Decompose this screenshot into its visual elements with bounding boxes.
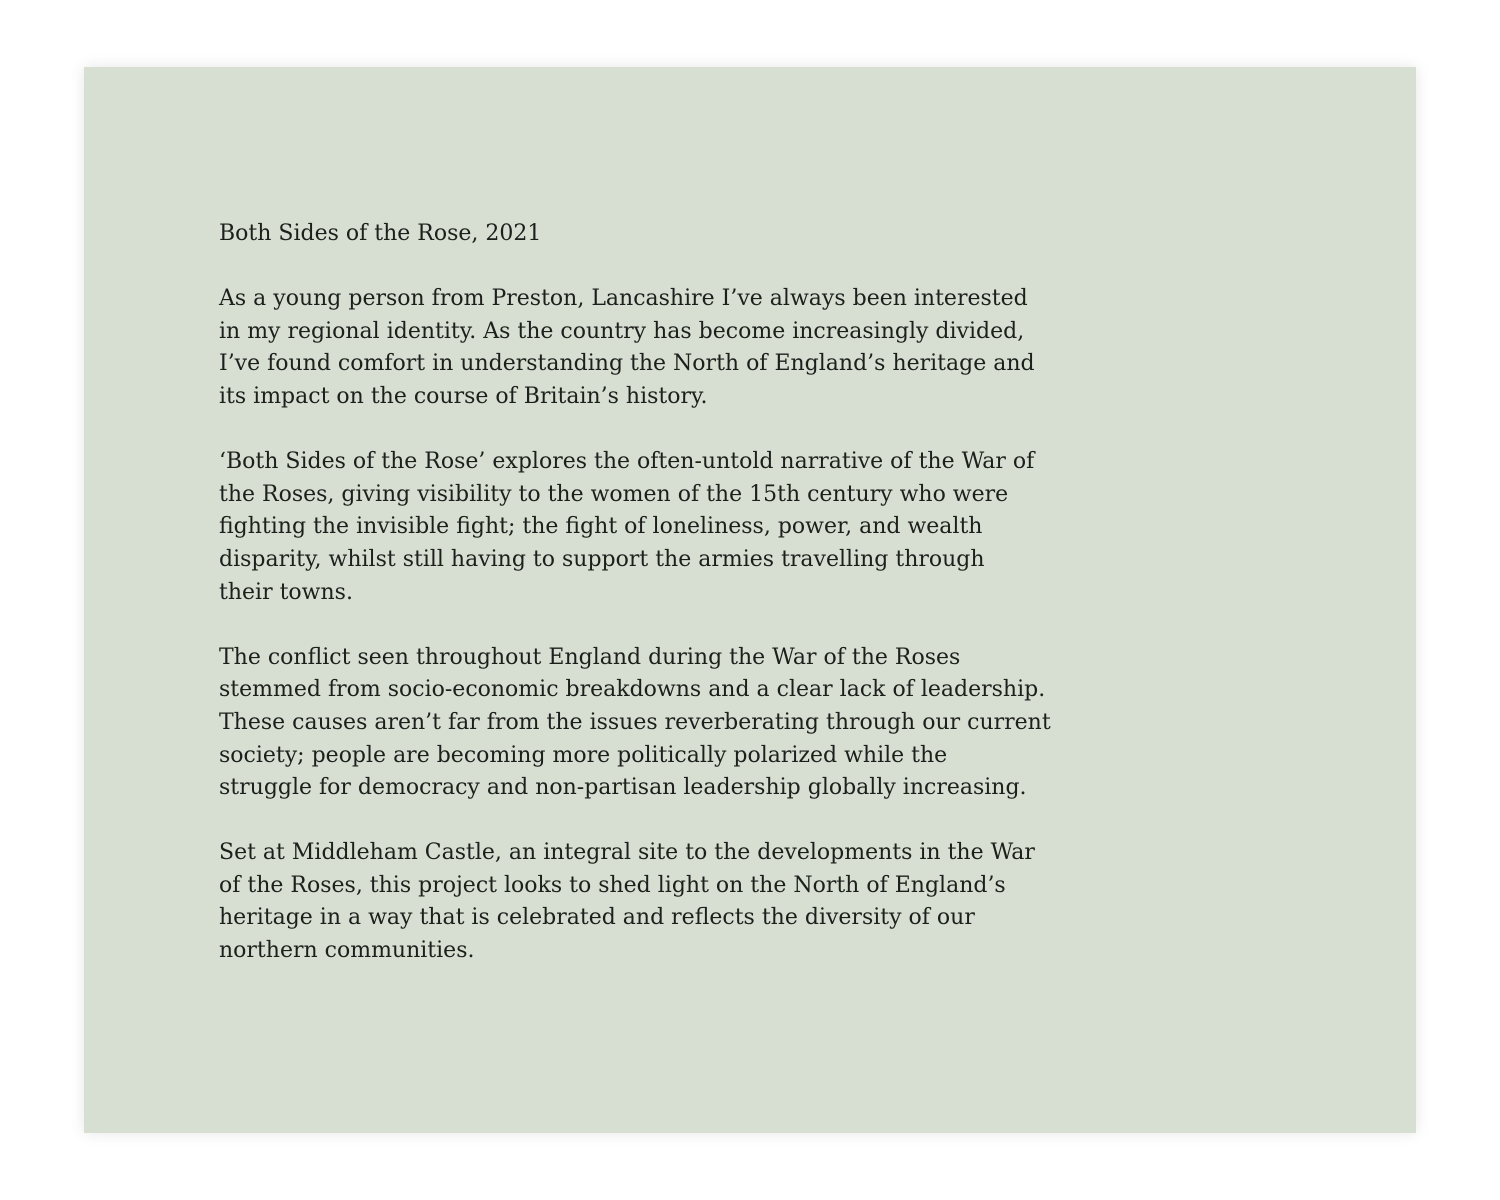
- paragraph-line: their towns.: [219, 579, 353, 605]
- paragraph-line: northern communities.: [219, 938, 475, 964]
- paragraph-line: I’ve found comfort in understanding the North of England’s heritage and: [219, 351, 1035, 377]
- paragraph-line: As a young person from Preston, Lancashire I’ve always been interested: [219, 286, 1028, 312]
- paragraph-line: in my regional identity. As the country has become increasingly divided,: [219, 318, 1025, 344]
- paragraph-line: its impact on the course of Britain’s history.: [219, 383, 708, 409]
- paragraph-intro: [219, 283, 1049, 413]
- paragraph-line: of the Roses, this project looks to shed light on the North of England’s: [219, 872, 1006, 898]
- paragraph-line: The conflict seen throughout England during the War of the Roses: [219, 644, 961, 670]
- paragraph-location: [219, 837, 1049, 967]
- paragraph-line: society; people are becoming more politically polarized while the: [219, 742, 948, 768]
- statement-title: Both Sides of the Rose, 2021: [219, 221, 542, 246]
- paragraph-line: fighting the invisible fight; the fight of loneliness, power, and wealth: [219, 514, 983, 540]
- paragraph-conflict: [219, 642, 1049, 805]
- paragraph-line: struggle for democracy and non-partisan leadership globally increasing.: [219, 775, 1027, 801]
- paragraph-line: These causes aren’t far from the issues reverberating through our current: [219, 709, 1051, 735]
- artist-statement: [219, 218, 1049, 1000]
- paragraph-line: stemmed from socio-economic breakdowns and a clear lack of leadership.: [219, 677, 1046, 703]
- paragraph-line: the Roses, giving visibility to the women of the 15th century who were: [219, 481, 1009, 507]
- paragraph-line: Set at Middleham Castle, an integral site to the developments in the War: [219, 840, 1035, 866]
- paragraph-project: [219, 446, 1049, 609]
- paragraph-line: ‘Both Sides of the Rose’ explores the often-untold narrative of the War of: [219, 449, 1035, 475]
- paragraph-line: disparity, whilst still having to support the armies travelling through: [219, 546, 985, 572]
- text-panel: [84, 67, 1416, 1133]
- paragraph-line: heritage in a way that is celebrated and reflects the diversity of our: [219, 905, 975, 931]
